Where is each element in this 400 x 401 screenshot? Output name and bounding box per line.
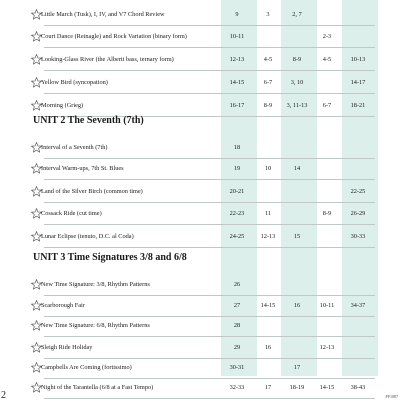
- page-ref-cell: 14: [293, 165, 301, 172]
- page-ref-cell: 8-9: [263, 102, 273, 109]
- piece-title: Night of the Tarantella (6/8 at a Fast Tempo): [41, 384, 154, 391]
- page-ref-cell: 10: [264, 165, 272, 172]
- page-ref-cell: 17: [293, 364, 301, 371]
- row-divider: [44, 25, 375, 26]
- page-ref-cell: 24-25: [229, 233, 245, 240]
- row-divider: [44, 316, 375, 317]
- page-ref-cell: 27: [233, 302, 241, 309]
- page-ref-cell: 18-19: [289, 384, 305, 391]
- row-divider: [44, 247, 375, 248]
- page-ref-cell: 14-15: [319, 384, 335, 391]
- unit-heading: UNIT 2 The Seventh (7th): [33, 115, 144, 126]
- page-ref-cell: 34-37: [350, 302, 366, 309]
- row-divider: [44, 378, 375, 379]
- page-ref-cell: 10-11: [229, 33, 245, 40]
- piece-title: Morning (Grieg): [41, 102, 84, 109]
- piece-title: New Time Signature: 3/8, Rhythm Patterns: [41, 281, 150, 288]
- page-ref-cell: 3, 10: [290, 79, 304, 86]
- page-number: 2: [1, 390, 6, 401]
- page-ref-cell: 17: [264, 384, 272, 391]
- piece-title: Scarborough Fair: [41, 302, 85, 309]
- page-ref-cell: 12-13: [319, 344, 335, 351]
- piece-title: Cossack Ride (cut time): [41, 210, 102, 217]
- piece-title: Yellow Bird (syncopation): [41, 79, 108, 86]
- row-divider: [44, 336, 375, 337]
- page-ref-cell: 14-15: [260, 302, 276, 309]
- page-ref-cell: 15: [293, 233, 301, 240]
- page-ref-cell: 20-21: [229, 188, 245, 195]
- piece-title: Looking-Glass River (the Alberti bass, ternary form): [41, 56, 174, 63]
- page-ref-cell: 30-31: [229, 364, 245, 371]
- page-ref-cell: 11: [264, 210, 272, 217]
- unit-heading: UNIT 3 Time Signatures 3/8 and 6/8: [33, 252, 187, 263]
- page-ref-cell: 32-33: [229, 384, 245, 391]
- page-ref-cell: 38-43: [350, 384, 366, 391]
- row-divider: [44, 158, 375, 159]
- page-ref-cell: 29: [233, 344, 241, 351]
- page-ref-cell: 3: [266, 11, 270, 18]
- page-ref-cell: 22-23: [229, 210, 245, 217]
- row-divider: [44, 202, 375, 203]
- product-code: FF1087: [385, 394, 398, 399]
- piece-title: Little March (Tusk), I, IV, and V7 Chord Review: [41, 11, 165, 18]
- row-divider: [44, 358, 375, 359]
- row-divider: [44, 224, 375, 225]
- page-ref-cell: 28: [233, 322, 241, 329]
- page-ref-cell: 14-17: [350, 79, 366, 86]
- piece-title: Interval Warm-ups, 7th St. Blues: [41, 165, 124, 172]
- row-divider: [44, 398, 375, 399]
- piece-title: Interval of a Seventh (7th): [41, 144, 108, 151]
- page-ref-cell: 22-25: [350, 188, 366, 195]
- row-divider: [44, 179, 375, 180]
- page-ref-cell: 3, 11-13: [286, 102, 308, 109]
- page-ref-cell: 12-13: [229, 56, 245, 63]
- row-divider: [44, 295, 375, 296]
- page-ref-cell: 9: [235, 11, 239, 18]
- page-ref-cell: 19: [233, 165, 241, 172]
- page-ref-cell: 2, 7: [292, 11, 302, 18]
- page-ref-cell: 12-13: [260, 233, 276, 240]
- page-ref-cell: 26: [233, 281, 241, 288]
- page-ref-cell: 10-11: [319, 302, 335, 309]
- page-ref-cell: 6-7: [322, 102, 332, 109]
- page-ref-cell: 18: [233, 144, 241, 151]
- page-ref-cell: 16: [293, 302, 301, 309]
- piece-title: Lunar Eclipse (tenuto, D.C. al Coda): [41, 233, 134, 240]
- piece-title: Court Dance (Reinagle) and Rock Variation (binary form): [41, 33, 187, 40]
- page-ref-cell: 4-5: [263, 56, 273, 63]
- page-ref-cell: 8-9: [292, 56, 302, 63]
- page-ref-cell: 10-13: [350, 56, 366, 63]
- piece-title: Land of the Silver Birch (common time): [41, 188, 143, 195]
- page-ref-cell: 18-21: [350, 102, 366, 109]
- page-ref-cell: 26-29: [350, 210, 366, 217]
- piece-title: Campbells Are Coming (fortissimo): [41, 364, 132, 371]
- piece-title: Sleigh Ride Holiday: [41, 344, 93, 351]
- row-divider: [44, 70, 375, 71]
- page-ref-cell: 2-3: [322, 33, 332, 40]
- page-ref-cell: 30-33: [350, 233, 366, 240]
- row-divider: [44, 47, 375, 48]
- page-ref-cell: 16: [264, 344, 272, 351]
- page-ref-cell: 16-17: [229, 102, 245, 109]
- piece-title: New Time Signature: 6/8, Rhythm Patterns: [41, 322, 150, 329]
- page-ref-cell: 6-7: [263, 79, 273, 86]
- page-ref-cell: 4-5: [322, 56, 332, 63]
- row-divider: [44, 93, 375, 94]
- page-ref-cell: 8-9: [322, 210, 332, 217]
- page-ref-cell: 14-15: [229, 79, 245, 86]
